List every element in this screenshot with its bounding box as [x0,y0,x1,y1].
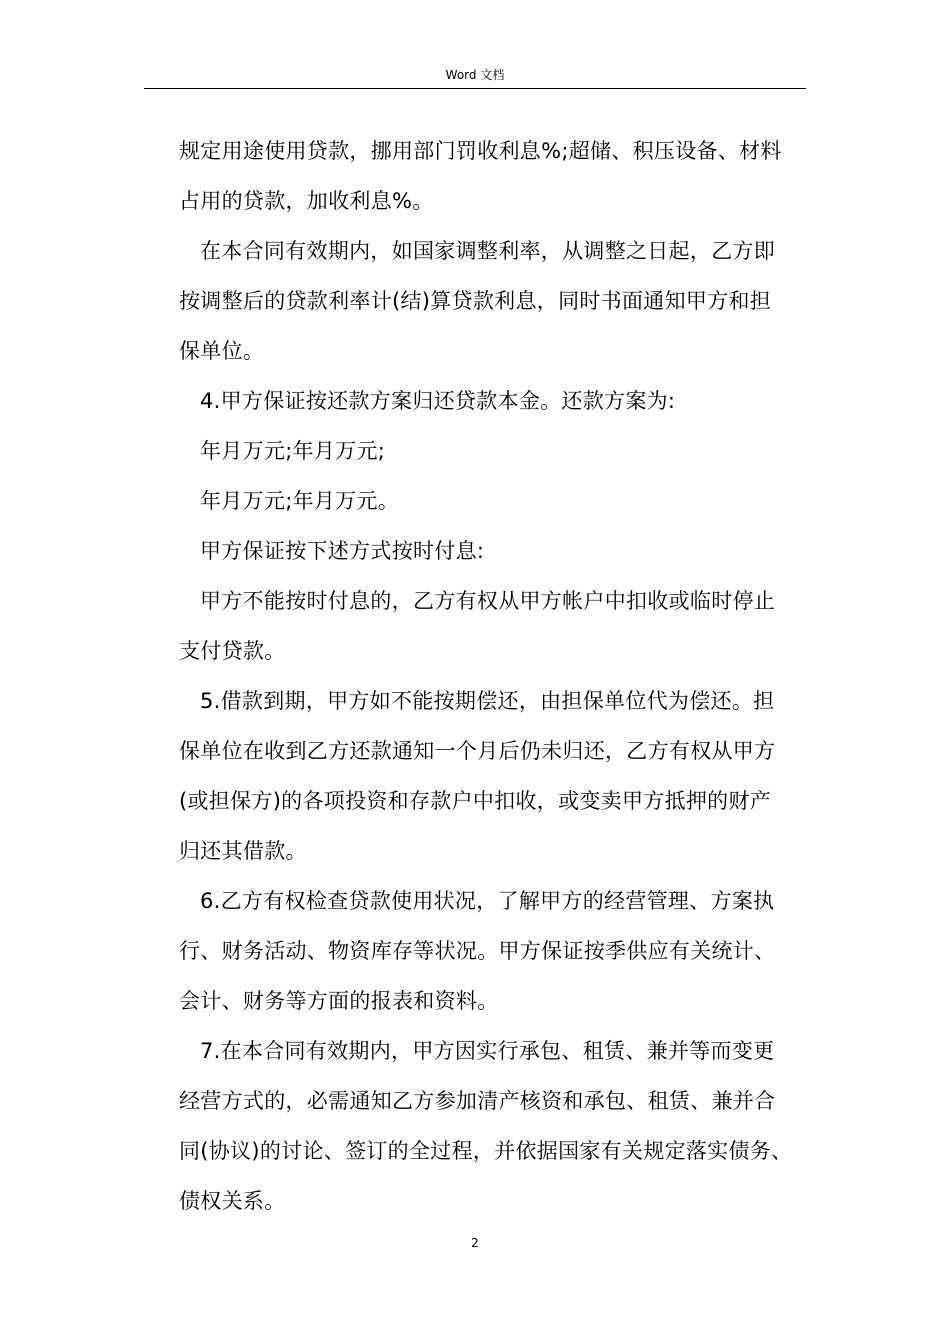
body-line: 年月万元;年月万元。 [200,489,400,513]
body-line: 6.乙方有权检查贷款使用状况，了解甲方的经营管理、方案执 [200,889,775,913]
body-line: 同(协议)的讨论、签订的全过程，并依据国家有关规定落实债务、 [179,1139,793,1163]
body-line: 保单位。 [179,339,265,363]
body-line: 债权关系。 [179,1189,286,1213]
body-line: 甲方不能按时付息的，乙方有权从甲方帐户中扣收或临时停止 [200,589,776,613]
body-line: 归还其借款。 [179,839,307,863]
body-line: 规定用途使用贷款，挪用部门罚收利息%;超储、积压设备、材料 [179,139,782,163]
body-line: 保单位在收到乙方还款通知一个月后仍未归还，乙方有权从甲方 [179,739,776,763]
body-line: 5.借款到期，甲方如不能按期偿还，由担保单位代为偿还。担 [200,689,775,713]
body-line: 支付贷款。 [179,639,286,663]
body-line: 占用的贷款，加收利息%。 [179,189,434,213]
body-line: 在本合同有效期内，如国家调整利率，从调整之日起，乙方即 [200,239,776,263]
body-line: 会计、财务等方面的报表和资料。 [179,989,499,1013]
body-line: 按调整后的贷款利率计(结)算贷款利息，同时书面通知甲方和担 [179,289,772,313]
body-line: 年月万元;年月万元; [200,439,386,463]
body-line: 行、财务活动、物资库存等状况。甲方保证按季供应有关统计、 [179,939,776,963]
body-line: (或担保方)的各项投资和存款户中扣收，或变卖甲方抵押的财产 [179,789,772,813]
header-title: Word 文档 [445,68,505,82]
document-body [179,126,809,1226]
body-line: 甲方保证按下述方式按时付息: [200,539,485,563]
body-line: 7.在本合同有效期内，甲方因实行承包、租赁、兼并等而变更 [200,1039,775,1063]
body-line: 经营方式的，必需通知乙方参加清产核资和承包、租赁、兼并合 [179,1089,776,1113]
page-number: 2 [471,1236,479,1250]
page-header [144,66,806,89]
body-line: 4.甲方保证按还款方案归还贷款本金。还款方案为: [200,389,676,413]
